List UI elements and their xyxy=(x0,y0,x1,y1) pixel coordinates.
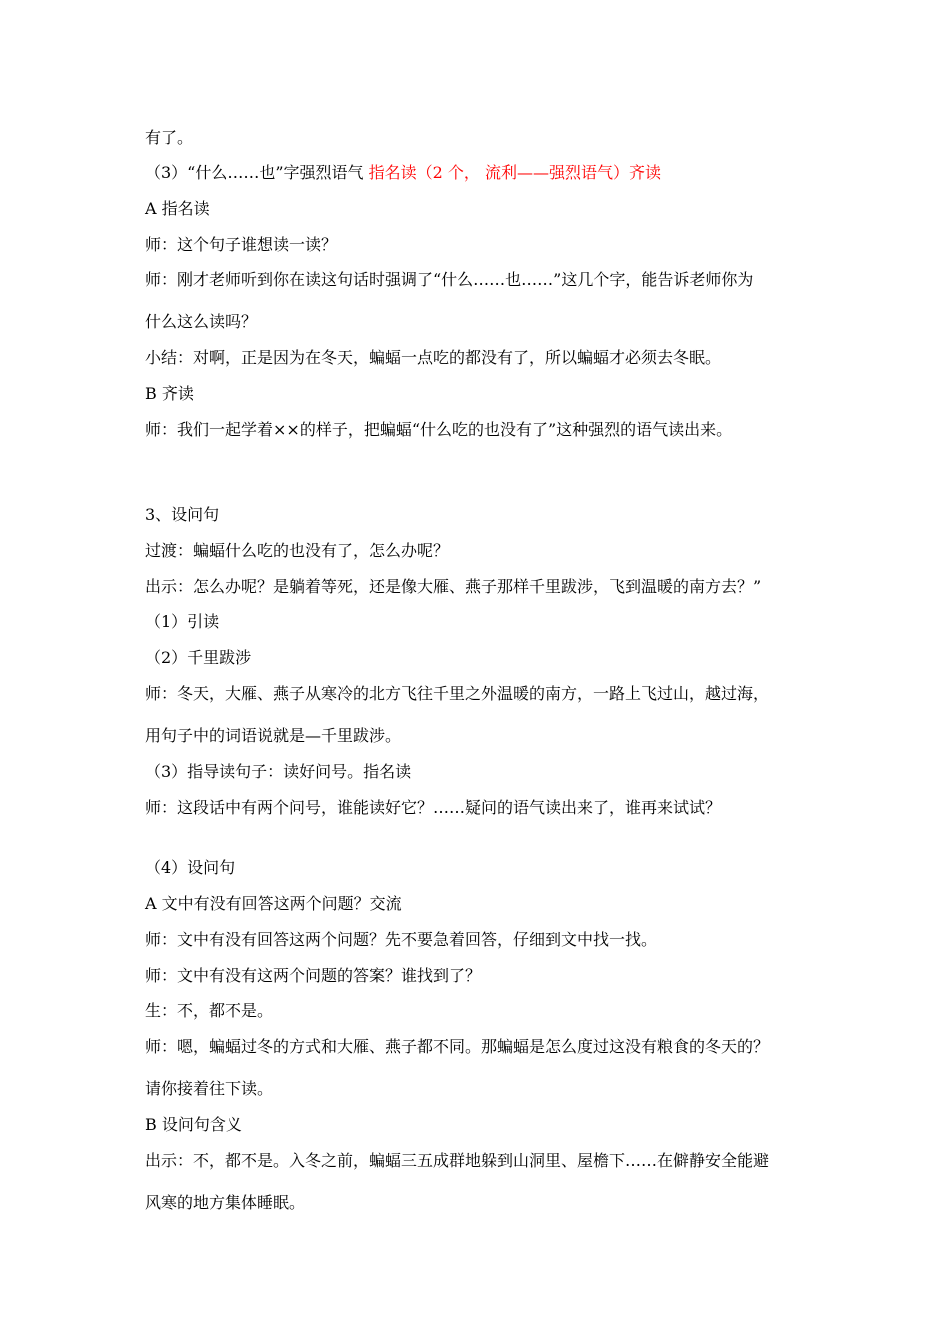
subsection-heading: （4）设问句 xyxy=(145,858,236,877)
section-heading: 3、设问句 xyxy=(145,505,220,524)
text-segment: （3）“什么……也”字强烈语气 xyxy=(145,163,369,182)
text-line: A 文中有没有回答这两个问题？交流 xyxy=(145,894,402,913)
red-annotation: 指名读（2 个， 流利——强烈语气）齐读 xyxy=(368,163,661,182)
text-line: 小结：对啊，正是因为在冬天，蝙蝠一点吃的都没有了，所以蝙蝠才必须去冬眠。 xyxy=(145,348,722,367)
text-line: 师：我们一起学着××的样子，把蝙蝠“什么吃的也没有了”这种强烈的语气读出来。 xyxy=(145,420,733,439)
text-line: （2）千里跋涉 xyxy=(145,648,252,667)
text-line: B 设问句含义 xyxy=(145,1115,242,1134)
text-line: （3）指导读句子：读好问号。指名读 xyxy=(145,762,412,781)
text-line: B 齐读 xyxy=(145,384,194,403)
text-line: 风寒的地方集体睡眠。 xyxy=(145,1193,306,1212)
text-line: 师：刚才老师听到你在读这句话时强调了“什么……也……”这几个字，能告诉老师你为 xyxy=(145,270,754,289)
text-line: 过渡：蝙蝠什么吃的也没有了，怎么办呢？ xyxy=(145,541,450,560)
text-line: 出示：不，都不是。入冬之前，蝙蝠三五成群地躲到山洞里、屋檐下……在僻静安全能避 xyxy=(145,1151,770,1170)
text-line: 师：这个句子谁想读一读？ xyxy=(145,235,338,254)
text-line: 师：嗯，蝙蝠过冬的方式和大雁、燕子都不同。那蝙蝠是怎么度过这没有粮食的冬天的？ xyxy=(145,1037,770,1056)
text-line: 生：不，都不是。 xyxy=(145,1001,274,1020)
text-line: 什么这么读吗？ xyxy=(145,312,258,331)
text-line: 有了。 xyxy=(145,128,194,147)
text-line: 请你接着往下读。 xyxy=(145,1079,274,1098)
text-line: A 指名读 xyxy=(145,199,210,218)
text-line: （1）引读 xyxy=(145,612,220,631)
text-line: 师：这段话中有两个问号，谁能读好它？……疑问的语气读出来了，谁再来试试？ xyxy=(145,798,722,817)
text-line: 出示：怎么办呢？是躺着等死，还是像大雁、燕子那样千里跋涉，飞到温暖的南方去？” xyxy=(145,577,762,596)
text-line: 师：文中有没有回答这两个问题？先不要急着回答，仔细到文中找一找。 xyxy=(145,930,658,949)
text-line: 师：文中有没有这两个问题的答案？谁找到了？ xyxy=(145,966,482,985)
text-line: 师：冬天，大雁、燕子从寒冷的北方飞往千里之外温暖的南方，一路上飞过山，越过海， xyxy=(145,684,770,703)
text-line-with-highlight xyxy=(145,163,661,183)
text-line: 用句子中的词语说就是—千里跋涉。 xyxy=(145,726,402,745)
